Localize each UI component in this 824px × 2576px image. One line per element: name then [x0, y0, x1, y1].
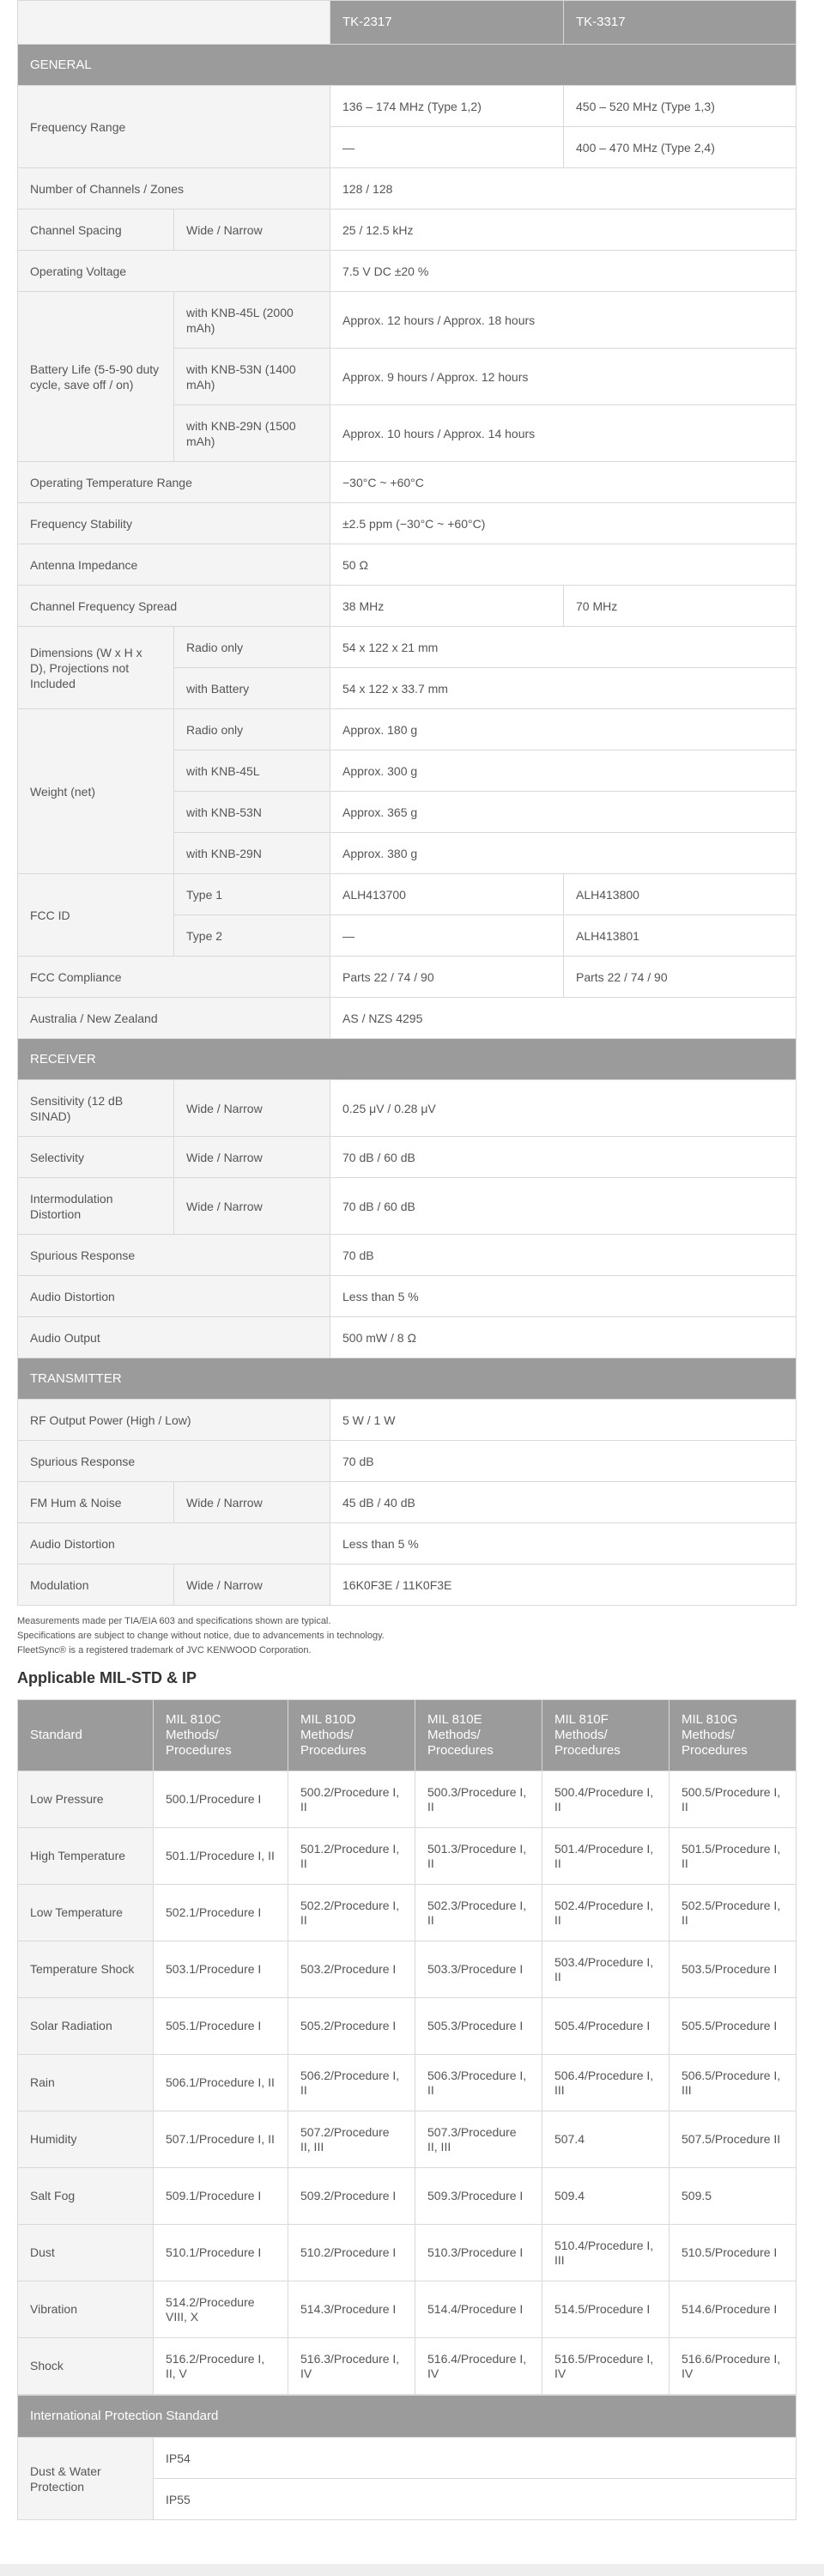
mil-procedure: 510.2/Procedure I: [288, 2225, 415, 2281]
mil-procedure: 506.4/Procedure I, III: [542, 2055, 670, 2111]
footnote: FleetSync® is a registered trademark of JVC KENWOOD Corporation.: [17, 1645, 312, 1656]
mil-row: [18, 1828, 797, 1885]
mil-procedure: 510.5/Procedure I: [670, 2225, 797, 2281]
ip-table: [17, 2395, 797, 2520]
mil-procedure: 502.2/Procedure I, II: [288, 1885, 415, 1941]
spec-sublabel: with KNB-53N (1400 mAh): [174, 349, 330, 405]
spec-sublabel: Wide / Narrow: [174, 1080, 330, 1137]
spec-sublabel: with Battery: [174, 668, 330, 709]
mil-procedure: 510.3/Procedure I: [415, 2225, 542, 2281]
spec-value: 0.25 μV / 0.28 μV: [330, 1080, 797, 1137]
row-dimensions-1: [18, 627, 797, 668]
mil-standard-label: Solar Radiation: [18, 1998, 154, 2055]
spec-value: Parts 22 / 74 / 90: [564, 957, 797, 998]
mil-procedure: 514.3/Procedure I: [288, 2281, 415, 2338]
spec-value: Approx. 180 g: [330, 709, 797, 750]
spec-value: Approx. 300 g: [330, 750, 797, 792]
mil-header: MIL 810C Methods/ Procedures: [154, 1700, 288, 1771]
row-weight-1: [18, 709, 797, 750]
spec-value: 54 x 122 x 21 mm: [330, 627, 797, 668]
footnotes: [17, 1614, 796, 1658]
mil-row: [18, 2281, 797, 2338]
spec-value: ALH413800: [564, 874, 797, 915]
mil-header-row: [18, 1700, 797, 1771]
spec-value: 500 mW / 8 Ω: [330, 1317, 797, 1358]
mil-procedure: 507.4: [542, 2111, 670, 2168]
header-blank: [18, 1, 330, 45]
spec-value: ±2.5 ppm (−30°C ~ +60°C): [330, 503, 797, 544]
spec-value: 5 W / 1 W: [330, 1400, 797, 1441]
mil-standard-label: Shock: [18, 2338, 154, 2395]
spec-label: Antenna Impedance: [18, 544, 330, 586]
section-title: TRANSMITTER: [18, 1358, 797, 1400]
section-general: [18, 45, 797, 86]
mil-row: [18, 2225, 797, 2281]
mil-standard-label: High Temperature: [18, 1828, 154, 1885]
mil-procedure: 501.1/Procedure I, II: [154, 1828, 288, 1885]
spec-value: 400 – 470 MHz (Type 2,4): [564, 127, 797, 168]
mil-header: MIL 810D Methods/ Procedures: [288, 1700, 415, 1771]
footnote: Measurements made per TIA/EIA 603 and specifications shown are typical.: [17, 1616, 331, 1626]
mil-header: MIL 810G Methods/ Procedures: [670, 1700, 797, 1771]
mil-row: [18, 1998, 797, 2055]
spec-sublabel: Wide / Narrow: [174, 1482, 330, 1523]
spec-label: Channel Frequency Spread: [18, 586, 330, 627]
spec-label: Audio Distortion: [18, 1523, 330, 1564]
row-spread: [18, 586, 797, 627]
row-battery-1: [18, 292, 797, 349]
spec-value: —: [330, 127, 564, 168]
mil-procedure: 514.5/Procedure I: [542, 2281, 670, 2338]
spec-label: FCC Compliance: [18, 957, 330, 998]
spec-label: FM Hum & Noise: [18, 1482, 174, 1523]
row-channel-spacing: [18, 210, 797, 251]
mil-procedure: 505.2/Procedure I: [288, 1998, 415, 2055]
mil-row: [18, 2338, 797, 2395]
mil-procedure: 503.3/Procedure I: [415, 1941, 542, 1998]
model-header-row: [18, 1, 797, 45]
spec-sublabel: Type 1: [174, 874, 330, 915]
mil-standard-label: Rain: [18, 2055, 154, 2111]
spec-table: [17, 0, 797, 1606]
mil-procedure: 505.5/Procedure I: [670, 1998, 797, 2055]
spec-label: Dust & Water Protection: [18, 2438, 154, 2520]
mil-header: MIL 810E Methods/ Procedures: [415, 1700, 542, 1771]
mil-procedure: 514.4/Procedure I: [415, 2281, 542, 2338]
spec-value: Approx. 380 g: [330, 833, 797, 874]
mil-body: [18, 1771, 797, 2395]
mil-standard-label: Salt Fog: [18, 2168, 154, 2225]
row-channels: [18, 168, 797, 210]
row-sensitivity: [18, 1080, 797, 1137]
mil-row: [18, 2168, 797, 2225]
mil-standard-label: Low Temperature: [18, 1885, 154, 1941]
spec-value: Parts 22 / 74 / 90: [330, 957, 564, 998]
mil-procedure: 503.1/Procedure I: [154, 1941, 288, 1998]
spec-value: 54 x 122 x 33.7 mm: [330, 668, 797, 709]
spec-value: Less than 5 %: [330, 1523, 797, 1564]
mil-procedure: 507.5/Procedure II: [670, 2111, 797, 2168]
section-title: RECEIVER: [18, 1039, 797, 1080]
spec-value: 70 dB / 60 dB: [330, 1178, 797, 1235]
spec-value: IP54: [154, 2438, 797, 2479]
row-tx-audio-dist: [18, 1523, 797, 1564]
spec-label: Weight (net): [18, 709, 174, 874]
mil-procedure: 509.5: [670, 2168, 797, 2225]
spec-label: Channel Spacing: [18, 210, 174, 251]
spec-value: AS / NZS 4295: [330, 998, 797, 1039]
mil-procedure: 502.1/Procedure I: [154, 1885, 288, 1941]
row-audio-output: [18, 1317, 797, 1358]
mil-procedure: 506.5/Procedure I, III: [670, 2055, 797, 2111]
row-rx-audio-dist: [18, 1276, 797, 1317]
row-modulation: [18, 1564, 797, 1606]
mil-standard-label: Vibration: [18, 2281, 154, 2338]
row-voltage: [18, 251, 797, 292]
page-bottom-bar: [0, 2564, 824, 2576]
spec-sublabel: with KNB-29N (1500 mAh): [174, 405, 330, 462]
spec-value: 70 dB: [330, 1441, 797, 1482]
spec-sublabel: Wide / Narrow: [174, 1564, 330, 1606]
spec-value: ALH413700: [330, 874, 564, 915]
spec-label: Operating Voltage: [18, 251, 330, 292]
mil-procedure: 505.1/Procedure I: [154, 1998, 288, 2055]
mil-row: [18, 1941, 797, 1998]
row-selectivity: [18, 1137, 797, 1178]
spec-value: Approx. 12 hours / Approx. 18 hours: [330, 292, 797, 349]
section-title: GENERAL: [18, 45, 797, 86]
spec-label: Audio Distortion: [18, 1276, 330, 1317]
mil-standard-label: Temperature Shock: [18, 1941, 154, 1998]
spec-sublabel: Radio only: [174, 627, 330, 668]
spec-value: Approx. 365 g: [330, 792, 797, 833]
mil-procedure: 500.1/Procedure I: [154, 1771, 288, 1828]
mil-procedure: 501.2/Procedure I, II: [288, 1828, 415, 1885]
mil-row: [18, 2055, 797, 2111]
spec-value: ALH413801: [564, 915, 797, 957]
mil-procedure: 500.4/Procedure I, II: [542, 1771, 670, 1828]
mil-row: [18, 2111, 797, 2168]
spec-page: [17, 0, 796, 2520]
mil-procedure: 500.3/Procedure I, II: [415, 1771, 542, 1828]
spec-value: 136 – 174 MHz (Type 1,2): [330, 86, 564, 127]
spec-value: 45 dB / 40 dB: [330, 1482, 797, 1523]
row-frequency-range: [18, 86, 797, 127]
spec-value: 38 MHz: [330, 586, 564, 627]
spec-value: 450 – 520 MHz (Type 1,3): [564, 86, 797, 127]
spec-value: 7.5 V DC ±20 %: [330, 251, 797, 292]
spec-value: 70 dB / 60 dB: [330, 1137, 797, 1178]
spec-value: Approx. 10 hours / Approx. 14 hours: [330, 405, 797, 462]
spec-label: Modulation: [18, 1564, 174, 1606]
spec-sublabel: Wide / Narrow: [174, 1137, 330, 1178]
mil-procedure: 510.1/Procedure I: [154, 2225, 288, 2281]
mil-procedure: 516.4/Procedure I, IV: [415, 2338, 542, 2395]
mil-procedure: 503.2/Procedure I: [288, 1941, 415, 1998]
row-tx-spurious: [18, 1441, 797, 1482]
mil-procedure: 507.3/Procedure II, III: [415, 2111, 542, 2168]
spec-value: —: [330, 915, 564, 957]
mil-procedure: 507.1/Procedure I, II: [154, 2111, 288, 2168]
mil-header: MIL 810F Methods/ Procedures: [542, 1700, 670, 1771]
spec-label: Spurious Response: [18, 1441, 330, 1482]
spec-label: Australia / New Zealand: [18, 998, 330, 1039]
spec-value: 16K0F3E / 11K0F3E: [330, 1564, 797, 1606]
mil-procedure: 514.6/Procedure I: [670, 2281, 797, 2338]
row-impedance: [18, 544, 797, 586]
mil-header: Standard: [18, 1700, 154, 1771]
row-fcc-id-1: [18, 874, 797, 915]
spec-value: 128 / 128: [330, 168, 797, 210]
spec-sublabel: Radio only: [174, 709, 330, 750]
mil-procedure: 509.2/Procedure I: [288, 2168, 415, 2225]
spec-label: RF Output Power (High / Low): [18, 1400, 330, 1441]
mil-procedure: 501.3/Procedure I, II: [415, 1828, 542, 1885]
spec-label: Frequency Range: [18, 86, 330, 168]
mil-row: [18, 1885, 797, 1941]
row-hum-noise: [18, 1482, 797, 1523]
spec-label: FCC ID: [18, 874, 174, 957]
model-tk2317: TK-2317: [330, 1, 564, 45]
row-intermod: [18, 1178, 797, 1235]
mil-procedure: 503.4/Procedure I, II: [542, 1941, 670, 1998]
mil-procedure: 505.4/Procedure I: [542, 1998, 670, 2055]
mil-procedure: 502.4/Procedure I, II: [542, 1885, 670, 1941]
row-fcc-compliance: [18, 957, 797, 998]
mil-procedure: 516.3/Procedure I, IV: [288, 2338, 415, 2395]
spec-value: 70 MHz: [564, 586, 797, 627]
spec-label: Operating Temperature Range: [18, 462, 330, 503]
row-rx-spurious: [18, 1235, 797, 1276]
spec-label: Audio Output: [18, 1317, 330, 1358]
mil-row: [18, 1771, 797, 1828]
mil-procedure: 509.4: [542, 2168, 670, 2225]
spec-value: 25 / 12.5 kHz: [330, 210, 797, 251]
ip-section: [18, 2396, 797, 2438]
mil-procedure: 514.2/Procedure VIII, X: [154, 2281, 288, 2338]
mil-procedure: 502.5/Procedure I, II: [670, 1885, 797, 1941]
mil-procedure: 505.3/Procedure I: [415, 1998, 542, 2055]
mil-standard-label: Low Pressure: [18, 1771, 154, 1828]
mil-procedure: 500.5/Procedure I, II: [670, 1771, 797, 1828]
mil-procedure: 509.1/Procedure I: [154, 2168, 288, 2225]
spec-value: Approx. 9 hours / Approx. 12 hours: [330, 349, 797, 405]
mil-procedure: 509.3/Procedure I: [415, 2168, 542, 2225]
spec-label: Battery Life (5-5-90 duty cycle, save off / on): [18, 292, 174, 462]
mil-procedure: 506.1/Procedure I, II: [154, 2055, 288, 2111]
spec-label: Spurious Response: [18, 1235, 330, 1276]
spec-sublabel: Type 2: [174, 915, 330, 957]
section-title: International Protection Standard: [18, 2396, 797, 2438]
spec-label: Number of Channels / Zones: [18, 168, 330, 210]
spec-sublabel: with KNB-45L: [174, 750, 330, 792]
row-rf-power: [18, 1400, 797, 1441]
mil-procedure: 501.5/Procedure I, II: [670, 1828, 797, 1885]
spec-sublabel: Wide / Narrow: [174, 1178, 330, 1235]
mil-procedure: 503.5/Procedure I: [670, 1941, 797, 1998]
section-receiver: [18, 1039, 797, 1080]
spec-sublabel: with KNB-29N: [174, 833, 330, 874]
mil-standard-label: Dust: [18, 2225, 154, 2281]
mil-procedure: 516.6/Procedure I, IV: [670, 2338, 797, 2395]
section-transmitter: [18, 1358, 797, 1400]
row-temperature: [18, 462, 797, 503]
spec-label: Frequency Stability: [18, 503, 330, 544]
spec-sublabel: with KNB-45L (2000 mAh): [174, 292, 330, 349]
mil-procedure: 506.3/Procedure I, II: [415, 2055, 542, 2111]
spec-label: Selectivity: [18, 1137, 174, 1178]
mil-table: [17, 1699, 797, 2395]
mil-procedure: 510.4/Procedure I, III: [542, 2225, 670, 2281]
spec-value: IP55: [154, 2479, 797, 2520]
spec-value: 70 dB: [330, 1235, 797, 1276]
mil-procedure: 516.5/Procedure I, IV: [542, 2338, 670, 2395]
row-stability: [18, 503, 797, 544]
mil-procedure: 516.2/Procedure I, II, V: [154, 2338, 288, 2395]
spec-sublabel: with KNB-53N: [174, 792, 330, 833]
mil-standard-label: Humidity: [18, 2111, 154, 2168]
mil-procedure: 501.4/Procedure I, II: [542, 1828, 670, 1885]
spec-value: 50 Ω: [330, 544, 797, 586]
spec-label: Sensitivity (12 dB SINAD): [18, 1080, 174, 1137]
mil-procedure: 500.2/Procedure I, II: [288, 1771, 415, 1828]
mil-procedure: 506.2/Procedure I, II: [288, 2055, 415, 2111]
spec-value: −30°C ~ +60°C: [330, 462, 797, 503]
footnote: Specifications are subject to change without notice, due to advancements in technology.: [17, 1631, 385, 1641]
row-aus-nz: [18, 998, 797, 1039]
ip-row-1: [18, 2438, 797, 2479]
model-tk3317: TK-3317: [564, 1, 797, 45]
spec-sublabel: Wide / Narrow: [174, 210, 330, 251]
spec-label: Dimensions (W x H x D), Projections not Included: [18, 627, 174, 709]
mil-procedure: 502.3/Procedure I, II: [415, 1885, 542, 1941]
mil-heading: Applicable MIL-STD & IP: [17, 1669, 197, 1686]
mil-procedure: 507.2/Procedure II, III: [288, 2111, 415, 2168]
spec-value: Less than 5 %: [330, 1276, 797, 1317]
spec-label: Intermodulation Distortion: [18, 1178, 174, 1235]
